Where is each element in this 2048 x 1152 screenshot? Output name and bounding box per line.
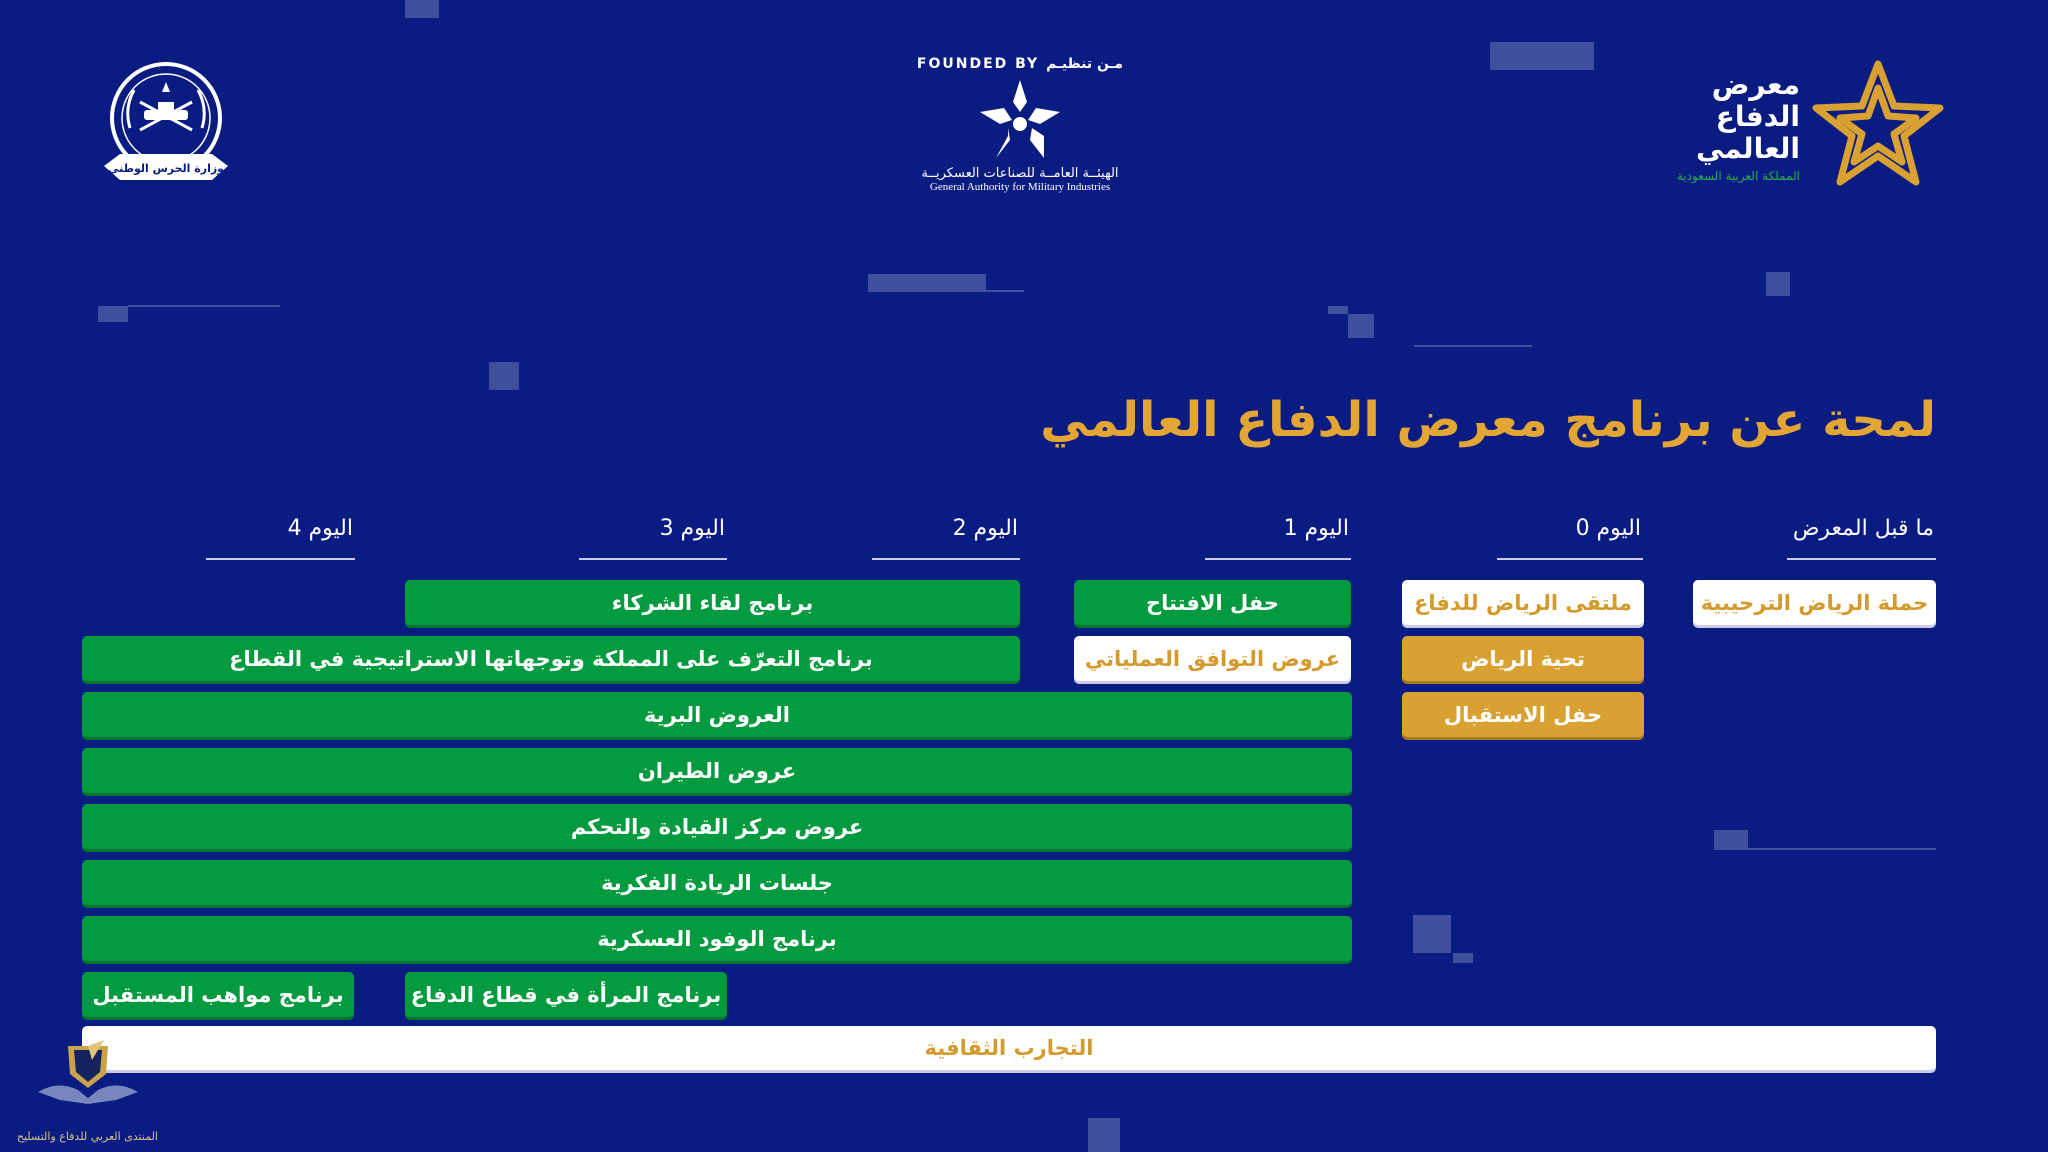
wdsx-subtitle: المملكة العربية السعودية xyxy=(1676,168,1800,183)
decor-square xyxy=(1453,953,1473,963)
wdsx-wordmark xyxy=(1677,69,1800,183)
day-header-pre: ما قبل المعرض xyxy=(1787,516,1936,560)
day-header-3: اليوم 3 xyxy=(579,516,727,560)
wdsx-star-icon xyxy=(1808,58,1948,193)
gami-star-icon xyxy=(978,78,1062,162)
decor-square xyxy=(1348,314,1374,338)
decor-square xyxy=(405,0,439,18)
event-land-shows: العروض البرية xyxy=(82,692,1352,737)
gami-english-name: General Authority for Military Industries xyxy=(929,181,1111,193)
day-header-0: اليوم 0 xyxy=(1497,516,1643,560)
event-opening: حفل الافتتاح xyxy=(1074,580,1351,625)
decor-square xyxy=(489,362,519,390)
decor-square xyxy=(1714,830,1748,850)
decor-square xyxy=(1490,42,1594,70)
decor-square xyxy=(1328,306,1348,314)
decor-line xyxy=(1748,848,1936,850)
decor-square xyxy=(1088,1118,1120,1152)
wdsx-line-1: معرض xyxy=(1711,67,1800,101)
founded-by-label: FOUNDED BY مـن تنظيـم xyxy=(916,56,1124,72)
gami-arabic-name: الهيئــة العامــة للصناعات العسكريــة xyxy=(921,166,1119,181)
event-riyadh-salute: تحية الرياض xyxy=(1402,636,1644,681)
event-kingdom-program: برنامج التعرّف على المملكة وتوجهاتها الاستراتيجية في القطاع xyxy=(82,636,1020,681)
event-riyadh-campaign: حملة الرياض الترحيبية xyxy=(1693,580,1936,625)
event-reception: حفل الاستقبال xyxy=(1402,692,1644,737)
event-cultural: التجارب الثقافية xyxy=(82,1026,1936,1070)
event-military-delegations: برنامج الوفود العسكرية xyxy=(82,916,1352,961)
forum-shield-icon xyxy=(28,1040,148,1126)
decor-square xyxy=(1413,915,1451,953)
founded-by-block xyxy=(900,56,1140,193)
event-c2-shows: عروض مركز القيادة والتحكم xyxy=(82,804,1352,849)
day-header-2: اليوم 2 xyxy=(872,516,1020,560)
decor-square xyxy=(1766,272,1790,296)
event-future-talent: برنامج مواهب المستقبل xyxy=(82,972,354,1017)
watermark-label: المنتدى العربي للدفاع والتسليح xyxy=(16,1130,158,1143)
event-riyadh-forum: ملتقى الرياض للدفاع xyxy=(1402,580,1644,625)
wdsx-line-2: الدفاع xyxy=(1715,99,1800,133)
day-header-4: اليوم 4 xyxy=(206,516,355,560)
event-women-defense: برنامج المرأة في قطاع الدفاع xyxy=(405,972,727,1017)
event-thought-leadership: جلسات الريادة الفكرية xyxy=(82,860,1352,905)
decor-line xyxy=(986,290,1024,292)
decor-line xyxy=(1414,345,1532,347)
watermark xyxy=(18,1040,158,1143)
decor-square xyxy=(98,306,128,322)
day-header-1: اليوم 1 xyxy=(1205,516,1351,560)
decor-line xyxy=(128,305,280,307)
world-defense-show-logo xyxy=(1677,58,1948,193)
event-interop: عروض التوافق العملياتي xyxy=(1074,636,1351,681)
wdsx-line-3: العالمي xyxy=(1695,131,1800,165)
ministry-national-guard-emblem xyxy=(100,58,232,190)
event-partners: برنامج لقاء الشركاء xyxy=(405,580,1020,625)
event-air-shows: عروض الطيران xyxy=(82,748,1352,793)
decor-square xyxy=(868,274,986,292)
page-title: لمحة عن برنامج معرض الدفاع العالمي xyxy=(1040,392,1936,448)
ministry-emblem-label: وزارة الحرس الوطني xyxy=(107,162,225,175)
